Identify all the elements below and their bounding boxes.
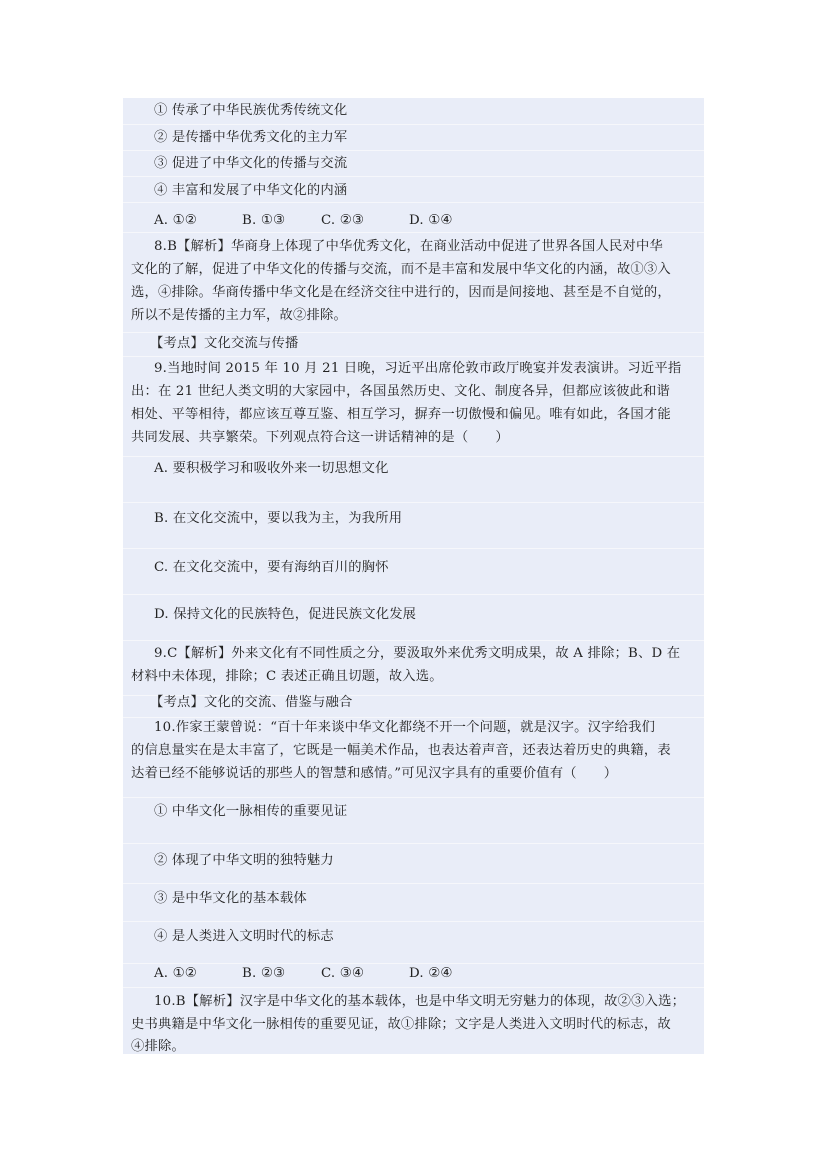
choice-d: D. ②④ [409, 966, 453, 981]
q8-option-1: ① 传承了中华民族优秀传统文化 [154, 103, 348, 118]
choice-b: B. ①③ [242, 213, 286, 228]
q8-option-4: ④ 丰富和发展了中华文化的内涵 [154, 183, 348, 198]
q9-analysis-line: 9.C【解析】外来文化有不同性质之分，要汲取外来优秀文明成果，故 A 排除；B、D 在 [154, 646, 681, 661]
q9-stem-block [123, 356, 704, 457]
q9-point: 【考点】文化的交流、借鉴与融合 [150, 695, 353, 710]
q9-option-row [123, 502, 704, 549]
q10-stem-line: 10.作家王蒙曾说：“百十年来谈中华文化都绕不开一个问题，就是汉字。汉字给我们 [154, 720, 656, 735]
q10-choices-row [123, 963, 704, 988]
q8-option-2: ② 是传播中华优秀文化的主力军 [154, 130, 348, 145]
q8-analysis-line: 所以不是传播的主力军，故②排除。 [131, 308, 347, 323]
q9-option-row [123, 548, 704, 595]
q10-choices [154, 964, 474, 984]
q10-option-1: ① 中华文化一脉相传的重要见证 [154, 804, 348, 819]
q10-option-row [123, 921, 704, 964]
q10-analysis-line: 10.B【解析】汉字是中华文化的基本载体，也是中华文明无穷魅力的体现，故②③入选； [154, 994, 686, 1009]
q9-stem-line: 相处、平等相待，都应该互尊互鉴、相互学习，摒弃一切傲慢和偏见。唯有如此，各国才能 [131, 407, 671, 422]
choice-a: A. ①② [154, 966, 197, 981]
q9-point-row [123, 695, 704, 718]
q9-stem-line: 出：在 21 世纪人类文明的大家园中，各国虽然历史、文化、制度各异，但都应该彼此和谐 [131, 384, 671, 399]
q9-option-a: A. 要积极学习和吸收外来一切思想文化 [154, 461, 389, 476]
q9-stem-line: 共同发展、共享繁荣。下列观点符合这一讲话精神的是（ ） [131, 430, 509, 445]
q9-option-d: D. 保持文化的民族特色，促进民族文化发展 [154, 607, 417, 622]
q10-analysis-line: 史书典籍是中华文化一脉相传的重要见证，故①排除；文字是人类进入文明时代的标志，故 [131, 1017, 671, 1032]
q9-option-row [123, 456, 704, 503]
q10-analysis-block [123, 987, 704, 1055]
q8-option-row [123, 176, 704, 203]
q8-point-row [123, 332, 704, 357]
q8-option-3: ③ 促进了中华文化的传播与交流 [154, 156, 348, 171]
q10-option-row [123, 797, 704, 844]
q8-option-row [123, 124, 704, 151]
q8-option-row [123, 150, 704, 177]
q10-stem-line: 达着已经不能够说话的那些人的智慧和感情。”可见汉字具有的重要价值有（ ） [131, 766, 618, 781]
q10-stem-line: 的信息量实在是太丰富了，它既是一幅美术作品，也表达着声音，还表达着历史的典籍，表 [131, 743, 671, 758]
q9-option-row [123, 594, 704, 641]
q10-option-4: ④ 是人类进入文明时代的标志 [154, 929, 334, 944]
q8-point: 【考点】文化交流与传播 [150, 336, 299, 351]
choice-c: C. ②③ [321, 213, 364, 228]
choice-d: D. ①④ [409, 213, 453, 228]
choice-b: B. ②③ [242, 966, 286, 981]
q10-option-row [123, 843, 704, 884]
q8-analysis-line: 文化的了解，促进了中华文化的传播与交流，而不是丰富和发展中华文化的内涵，故①③入 [131, 262, 671, 277]
q10-analysis-line: ④排除。 [131, 1039, 185, 1054]
q8-option-row [123, 98, 704, 124]
q8-analysis-line: 选，④排除。华商传播中华文化是在经济交往中进行的，因而是间接地、甚至是不自觉的， [131, 285, 671, 300]
q8-analysis-block [123, 232, 704, 333]
q10-option-2: ② 体现了中华文明的独特魅力 [154, 853, 334, 868]
q9-option-b: B. 在文化交流中，要以我为主，为我所用 [154, 511, 403, 526]
choice-a: A. ①② [154, 213, 197, 228]
q8-choices [154, 211, 474, 231]
q9-stem-line: 9.当地时间 2015 年 10 月 21 日晚，习近平出席伦敦市政厅晚宴并发表演讲。习近平指 [154, 361, 682, 376]
q8-choices-row [123, 202, 704, 233]
q10-option-row [123, 883, 704, 922]
q9-analysis-block [123, 640, 704, 696]
q10-option-3: ③ 是中华文化的基本载体 [154, 891, 307, 906]
question-panel [123, 98, 704, 1054]
choice-c: C. ③④ [321, 966, 364, 981]
q9-option-c: C. 在文化交流中，要有海纳百川的胸怀 [154, 560, 389, 575]
q10-stem-block [123, 717, 704, 798]
q9-analysis-line: 材料中未体现，排除；C 表述正确且切题，故入选。 [131, 669, 443, 684]
q8-analysis-line: 8.B【解析】华商身上体现了中华优秀文化，在商业活动中促进了世界各国人民对中华 [154, 239, 663, 254]
